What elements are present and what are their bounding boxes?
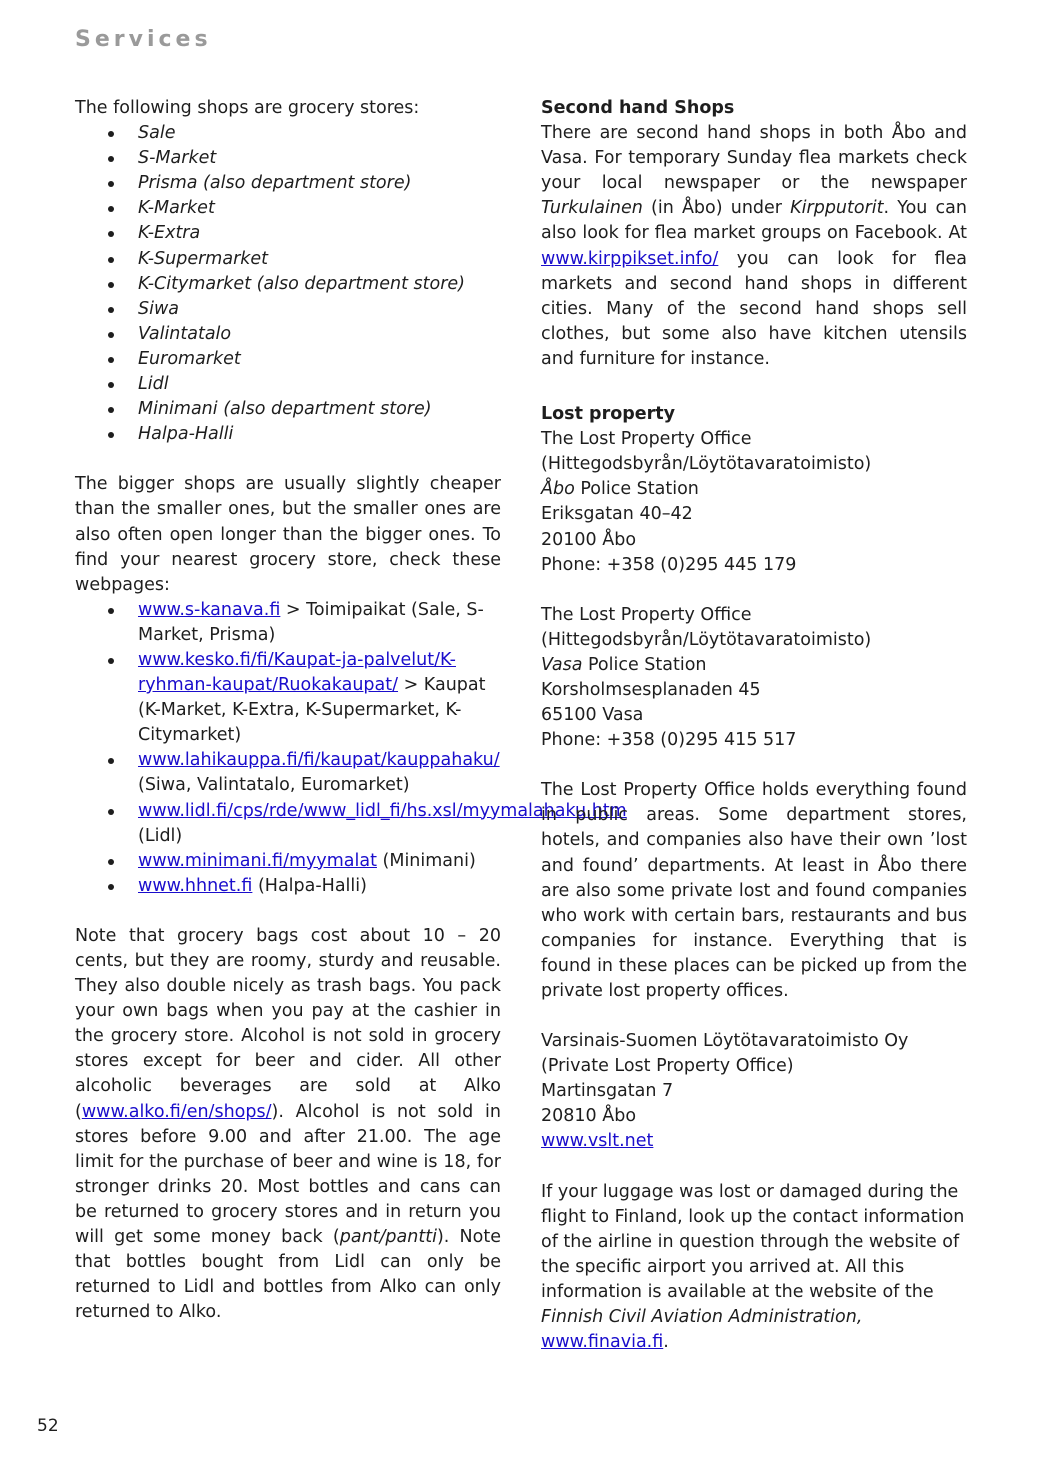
list-item: Minimani (also department store) <box>75 397 501 422</box>
street-address: Korsholmsesplanaden 45 <box>541 679 761 700</box>
street-address: Martinsgatan 7 <box>541 1081 674 1102</box>
list-item <box>75 648 501 748</box>
second-hand-heading: Second hand Shops <box>541 98 735 118</box>
paragraph-text: If your luggage was lost or damaged during the flight to Finland, look up the contact information of the airline in question through the website of the specific airport you arrived at. All this information is available at the website of the <box>541 1181 965 1302</box>
paragraph-text: ). Note that bottles bought from Lidl can only be returned to Lidl and bottles from Alko can only returned to Alko. <box>75 1227 501 1323</box>
link-note: (Siwa, Valintatalo, Euromarket) <box>138 775 410 796</box>
list-item: K-Supermarket <box>75 247 501 272</box>
lahikauppa-link[interactable]: www.lahikauppa.fi/fi/kaupat/kauppahaku/ <box>138 750 500 771</box>
list-item: S-Market <box>75 146 501 171</box>
alko-link[interactable]: www.alko.fi/en/shops/ <box>81 1101 272 1122</box>
s-kanava-link[interactable]: www.s-kanava.fi <box>138 599 281 620</box>
bigger-shops-paragraph: The bigger shops are usually slightly cheaper than the smaller ones, but the smaller ones are also often open longer than the bigger ones. To find your nearest grocery store, check these webpages: <box>75 474 501 595</box>
list-item <box>75 799 627 849</box>
paragraph-text: (in Åbo) under <box>642 198 791 219</box>
page-number: 52 <box>37 1416 59 1436</box>
postal-address: 65100 Vasa <box>541 705 644 726</box>
company-name: Varsinais-Suomen Löytötavaratoimisto Oy <box>541 1031 909 1052</box>
private-office-address <box>541 1029 967 1154</box>
paragraph-text: . <box>663 1332 669 1353</box>
grocery-intro: The following shops are grocery stores: <box>75 98 420 118</box>
office-name-local: (Hittegodsbyrån/Löytötavaratoimisto) <box>541 454 872 475</box>
section-name: Kirpputorit <box>790 198 884 219</box>
office-name: The Lost Property Office <box>541 604 752 625</box>
grocery-store-list <box>75 121 501 447</box>
hhnet-link[interactable]: www.hhnet.fi <box>138 875 253 896</box>
station-label: Police Station <box>582 654 707 675</box>
paragraph-text: you can look for flea markets and second hand shops in different cities. Many of the second hand shops sell clothes, but some also have kitchen utensils and furniture for instance. <box>541 248 967 369</box>
luggage-paragraph <box>541 1180 967 1356</box>
company-description: (Private Lost Property Office) <box>541 1056 794 1077</box>
list-item: Halpa-Halli <box>75 422 501 447</box>
kirppikset-link[interactable]: www.kirppikset.info/ <box>541 248 719 269</box>
lidl-link[interactable]: www.lidl.fi/cps/rde/www_lidl_fi/hs.xsl/myymalahaku.htm <box>138 800 627 821</box>
newspaper-name: Turkulainen <box>541 198 643 219</box>
list-item: Euromarket <box>75 347 501 372</box>
link-note: (Lidl) <box>138 825 183 846</box>
right-column <box>541 96 967 1355</box>
list-item <box>75 874 501 899</box>
abo-office-address <box>541 427 967 578</box>
street-address: Eriksgatan 40–42 <box>541 504 693 525</box>
list-item: K-Citymarket (also department store) <box>75 272 501 297</box>
section-title: Services <box>75 27 212 52</box>
list-item: K-Market <box>75 196 501 221</box>
paragraph-text: Note that grocery bags cost about 10 – 20 cents, but they are roomy, sturdy and reusable. They also double nicely as trash bags. You pack your own bags when you pay at the cashier in the grocery store. Alcohol is not sold in grocery stores except for beer and cider. All other alcoholic beverages are sold at Alko ( <box>75 925 501 1122</box>
paragraph-text: . You can also look for flea market groups on Facebook. At <box>541 198 967 244</box>
office-name-local: (Hittegodsbyrån/Löytötavaratoimisto) <box>541 629 872 650</box>
kesko-link[interactable]: www.kesko.fi/fi/Kaupat-ja-palvelut/K-ryhman-kaupat/Ruokakaupat/ <box>138 649 456 696</box>
link-note: > Kaupat (K-Market, K-Extra, K-Supermarket, K-Citymarket) <box>138 675 486 746</box>
grocery-bags-paragraph <box>75 924 501 1326</box>
postal-address: 20100 Åbo <box>541 529 637 550</box>
city-name: Åbo <box>541 479 575 500</box>
second-hand-paragraph <box>541 121 967 372</box>
vasa-office-address <box>541 603 967 754</box>
police-station <box>541 477 967 502</box>
police-station <box>541 653 967 678</box>
list-item <box>75 748 501 798</box>
list-item: K-Extra <box>75 221 501 246</box>
link-note: (Halpa-Halli) <box>252 875 367 896</box>
phone-number: Phone: +358 (0)295 445 179 <box>541 554 797 575</box>
paragraph-text: There are second hand shops in both Åbo and Vasa. For temporary Sunday flea markets check your local newspaper or the newspaper <box>541 123 967 194</box>
list-item: Lidl <box>75 372 501 397</box>
vslt-link[interactable]: www.vslt.net <box>541 1131 654 1152</box>
paragraph-text: ). Alcohol is not sold in stores before 9.00 and after 21.00. The age limit for the purchase of beer and wine is 18, for stronger drinks 20. Most bottles and cans can be returned to grocery stores and in return you will get some money back ( <box>75 1101 501 1248</box>
minimani-link[interactable]: www.minimani.fi/myymalat <box>138 850 377 871</box>
list-item: Sale <box>75 121 501 146</box>
list-item <box>75 598 501 648</box>
postal-address: 20810 Åbo <box>541 1106 637 1127</box>
link-note: > Toimipaikat (Sale, S-Market, Prisma) <box>138 599 484 645</box>
link-note: (Minimani) <box>376 850 476 871</box>
list-item: Valintatalo <box>75 322 501 347</box>
authority-name: Finnish Civil Aviation Administration <box>541 1307 857 1328</box>
phone-number: Phone: +358 (0)295 415 517 <box>541 730 797 751</box>
list-item <box>75 849 501 874</box>
list-item: Prisma (also department store) <box>75 171 501 196</box>
separator: , <box>856 1307 863 1328</box>
list-item: Siwa <box>75 297 501 322</box>
finavia-link[interactable]: www.finavia.fi <box>541 1332 664 1353</box>
city-name: Vasa <box>541 654 583 675</box>
lost-property-paragraph: The Lost Property Office holds everything found in public areas. Some department stores, hotels, and companies also have their own ’lost and found’ departments. At least in Åbo there are also some private lost and found companies who work with certain bars, restaurants and bus companies for instance. Everything that is found in these places can be picked up from the private lost property offices. <box>541 780 967 1001</box>
lost-property-heading: Lost property <box>541 404 676 425</box>
office-name: The Lost Property Office <box>541 429 752 450</box>
station-label: Police Station <box>574 479 699 500</box>
pant-term: pant/pantti <box>339 1227 437 1248</box>
